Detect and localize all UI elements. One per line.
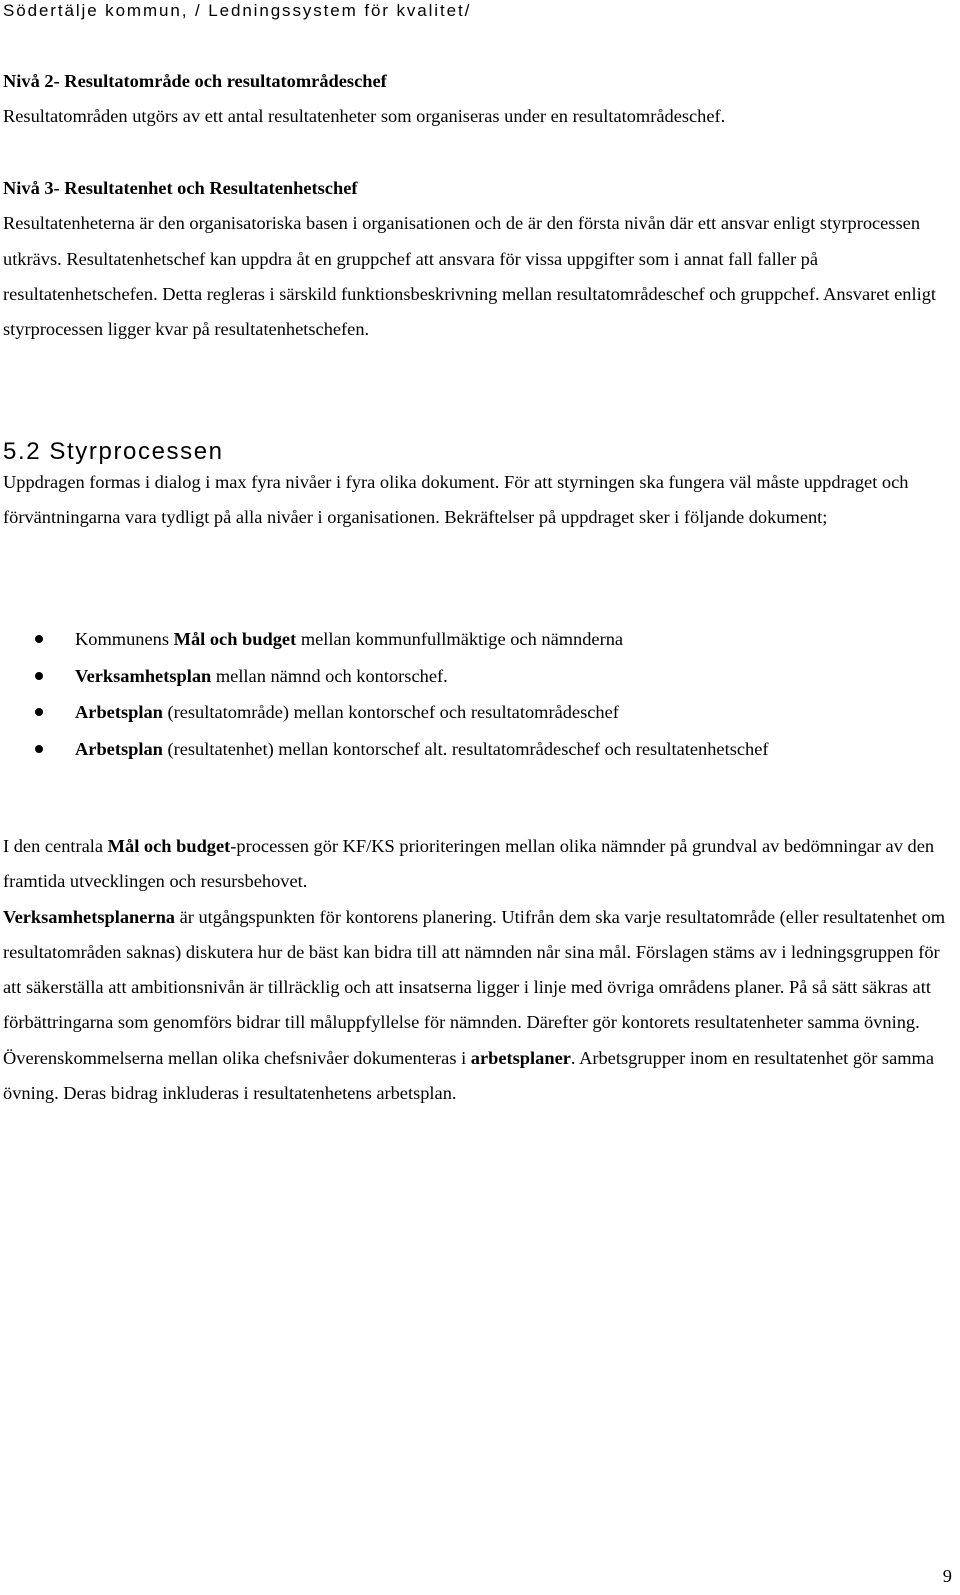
bullet-icon [35, 635, 43, 643]
bullet-icon [35, 745, 43, 753]
page-number: 9 [942, 1566, 952, 1586]
closing-text: I den centrala Mål och budget-processen gör KF/KS prioriteringen mellan olika nämnder på grundval av bedömningar av den framtida utvecklingen och resursbehovet. [3, 836, 935, 892]
running-header: Södertälje kommun, / Ledningssystem för kvalitet/ [3, 1, 472, 20]
list-item: Arbetsplan (resultatenhet) mellan kontorschef alt. resultatområdeschef och resultatenhetschef [0, 731, 950, 768]
niva-3-text: Resultatenheterna är den organisatoriska basen i organisationen och de är den första nivån där ett ansvar enligt styrprocessen utkrävs. Resultatenhetschef kan uppdra åt en gruppchef att ansvara för vissa uppgifter som i annat fall faller på resultatenhetschefen. Detta regleras i särskild funktionsbeskrivning mellan resultatområdeschef och gruppchef. Ansvaret enligt styrprocessen ligger kvar på resultatenhetschefen. [3, 213, 937, 340]
closing-paragraph [3, 829, 953, 1111]
list-item: Verksamhetsplan mellan nämnd och kontorschef. [0, 658, 950, 695]
section-niva-3 [3, 171, 953, 347]
niva-2-heading: Nivå 2- Resultatområde och resultatområdeschef [3, 71, 387, 91]
niva-3-heading: Nivå 3- Resultatenhet och Resultatenhetschef [3, 178, 358, 198]
list-item: Kommunens Mål och budget mellan kommunfullmäktige och nämnderna [0, 621, 950, 658]
niva-2-text: Resultatområden utgörs av ett antal resultatenheter som organiseras under en resultatområdeschef. [3, 106, 726, 127]
section-niva-2 [3, 64, 953, 135]
bullet-icon [35, 708, 43, 716]
section-heading-styrprocessen: 5.2 Styrprocessen [3, 438, 224, 465]
document-list [0, 621, 950, 767]
bullet-icon [35, 672, 43, 680]
section-intro [3, 465, 953, 536]
closing-text-2: Verksamhetsplanerna är utgångspunkten för kontorens planering. Utifrån dem ska varje resultatområde (eller resultatenhet om resultatområden saknas) diskutera hur de bäst kan bidra till att nämnden når sina mål. Förslagen stäms av i ledningsgruppen för att säkerställa att ambitionsnivån är tillräcklig och att insatserna ligger i linje med övriga områdens planer. På så sätt säkras att förbättringarna som genomförs bidrar till måluppfyllelse för nämnden. Därefter gör kontorets resultatenheter samma övning. Överenskommelserna mellan olika chefsnivåer dokumenteras i arbetsplaner. Arbetsgrupper inom en resultatenhet gör samma övning. Deras bidrag inkluderas i resultatenhetens arbetsplan. [3, 906, 946, 1104]
section-intro-text: Uppdragen formas i dialog i max fyra nivåer i fyra olika dokument. För att styrningen ska fungera väl måste uppdraget och förväntningarna vara tydligt på alla nivåer i organisationen. Bekräftelser på uppdraget sker i följande dokument; [3, 472, 909, 528]
list-item: Arbetsplan (resultatområde) mellan kontorschef och resultatområdeschef [0, 694, 950, 731]
